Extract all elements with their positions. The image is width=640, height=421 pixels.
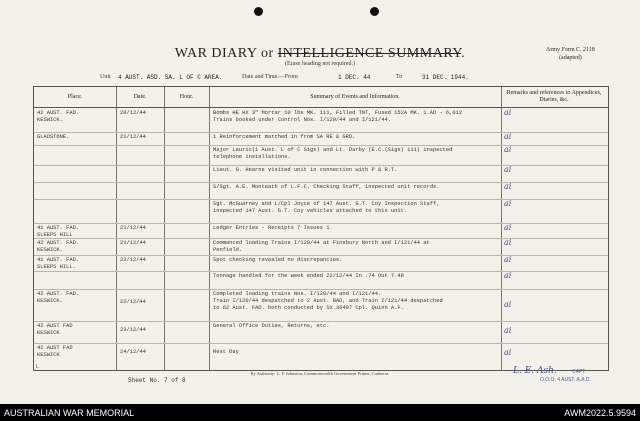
date-to-value: 31 DEC. 1944. xyxy=(422,74,469,81)
remark-initials: ai xyxy=(504,108,512,117)
summary-cell: Lieut. G. Hearne visited unit in connection with P & R.T. xyxy=(213,167,398,173)
date-cell: 21/12/44 xyxy=(120,225,146,231)
place-cell: 42 AUST. FAD. KESWICK. xyxy=(37,240,80,253)
table-row xyxy=(34,321,608,344)
remark-initials: ai xyxy=(504,255,512,264)
form-subtitle: (Erase heading not required.) xyxy=(285,61,355,67)
date-label: Date and Time.—From xyxy=(242,74,298,80)
table-row xyxy=(34,165,608,183)
summary-cell: Commenced loading Trains I/120/44 at Finsbury North and I/121/44 at Penfield. xyxy=(213,240,430,253)
table-row xyxy=(34,238,608,256)
date-cell: 23/12/44 xyxy=(120,327,146,333)
remark-initials: ai xyxy=(504,238,512,247)
date-cell xyxy=(120,271,162,291)
place-cell: 42 AUST FAD KESWICK xyxy=(37,345,73,358)
army-form-label xyxy=(546,46,595,62)
army-form-adapted: (adapted) xyxy=(559,55,582,61)
summary-cell: Ledger Entries - Receipts 7 Issues 1 xyxy=(213,225,330,231)
header-place: Place. xyxy=(67,93,83,100)
place-cell: 42 AUST FAD KESWICK xyxy=(37,323,73,336)
remark-initials: ai xyxy=(504,132,512,141)
date-cell: 22/12/44 xyxy=(120,299,146,305)
summary-cell: Completed loading trains Nos. I/120/44 and I/121/44. Train I/120/44 despatched to 2 Aust. BAD, and Train I/121/44 despatched to 62 Aust. FAD. both conducted by SX.36497 Cpl. Quinn A.F. xyxy=(213,291,443,311)
unit-label: Unit xyxy=(100,74,111,80)
place-cell: 41 AUST. FAD. SLEEPS HILL. xyxy=(37,257,80,270)
table-row xyxy=(34,182,608,200)
table-row xyxy=(34,145,608,166)
remark-initials: ai xyxy=(504,223,512,232)
date-cell: 20/12/44 xyxy=(120,110,146,116)
summary-cell: 1 Reinforcement marched in from SA RE & GRD. xyxy=(213,134,356,140)
to-label: To xyxy=(396,74,403,80)
remark-initials: ai xyxy=(504,271,512,280)
date-cell xyxy=(120,199,162,225)
summary-cell: Major Lauric(1 Aust. L of C Sigs) and Lt. Darby (E.C.(Sigs) 111) inspected telephone installations. xyxy=(213,147,453,160)
table-row xyxy=(34,199,608,224)
printer-credit: By Authority: L. F. Johnston, Commonwealth Government Printer, Canberra. xyxy=(250,371,390,376)
archive-name: AUSTRALIAN WAR MEMORIAL xyxy=(4,408,135,418)
summary-cell: General Office Duties, Returns, etc. xyxy=(213,323,330,329)
place-cell xyxy=(37,145,112,167)
summary-cell: Spot checking revealed no discrepancies. xyxy=(213,257,343,263)
archive-caption-bar xyxy=(0,404,640,421)
summary-cell: Bombs HE HX 3" Mortar 10 lbs MK. 111, Filled TNT, Fused 152A MK. 1.AD - 6,012 Trains booked under Control Nos. I/120/44 and I/121/44. xyxy=(213,110,463,123)
place-cell: 42 AUST. FAD. KESWICK. xyxy=(37,291,80,304)
date-from-value: 1 DEC. 44 xyxy=(338,74,371,81)
date-cell: 24/12/44 xyxy=(120,349,146,355)
remark-initials: ai xyxy=(504,199,512,208)
diary-table xyxy=(33,86,609,371)
form-title xyxy=(0,46,640,62)
table-row xyxy=(34,223,608,239)
remark-initials: ai xyxy=(504,182,512,191)
title-struck: INTELLIGENCE SUMMARY xyxy=(277,46,462,61)
archive-id: AWM2022.5.9594 xyxy=(564,408,636,418)
table-row xyxy=(34,271,608,290)
place-cell xyxy=(37,199,112,225)
date-cell: 21/12/44 xyxy=(120,134,146,140)
officer-signature: L. E. Ash. xyxy=(513,366,557,376)
table-header xyxy=(34,87,608,108)
unit-line xyxy=(100,74,580,84)
rank-label: CAPT. xyxy=(572,369,587,375)
title-prefix: WAR DIARY or xyxy=(174,46,278,61)
date-cell xyxy=(120,145,162,167)
remark-initials: ai xyxy=(504,165,512,174)
header-date: Date. xyxy=(133,93,147,100)
remark-initials: ai xyxy=(504,326,512,335)
unit-value: 4 AUST. ASD. SA. L OF C AREA. xyxy=(118,74,223,81)
sheet-number: Sheet No. 7 of 8 xyxy=(128,377,186,384)
date-cell: 22/12/44 xyxy=(120,257,146,263)
place-cell: 42 AUST. FAD. KESWICK. xyxy=(37,110,80,123)
place-cell xyxy=(37,271,112,291)
table-row xyxy=(34,289,608,322)
header-remarks: Remarks and references to Appendices, Diaries, &c. xyxy=(506,90,602,103)
corner-mark: L xyxy=(36,364,39,370)
summary-cell: Sgt. McGuarney and L/Cpl Joyce of 147 Aust. G.T. Coy Inspection Staff, inspected 147 Aust. G.T. Coy vehicles attached to this unit. xyxy=(213,201,440,214)
summary-cell: Rest Day xyxy=(213,349,239,355)
date-cell: 21/12/44 xyxy=(120,240,146,246)
remark-initials: ai xyxy=(504,300,512,309)
header-summary: Summary of Events and Information. xyxy=(310,93,400,100)
binder-hole xyxy=(254,7,263,16)
summary-cell: S/Sgt. A.E. Monteath of L.F.C. Checking Staff, inspected unit records. xyxy=(213,184,440,190)
header-hour: Hour. xyxy=(179,93,194,100)
place-cell: 41 AUST. FAD. SLEEPS HILL xyxy=(37,225,80,238)
table-row xyxy=(34,108,608,133)
title-suffix: . xyxy=(461,46,466,61)
summary-cell: Tonnage handled for the week ended 22/12/44 In .74 Out 7.48 xyxy=(213,273,404,279)
remark-initials: ai xyxy=(504,348,512,357)
binder-hole xyxy=(370,7,379,16)
table-row xyxy=(34,255,608,272)
remark-initials: ai xyxy=(504,145,512,154)
place-cell: GLADSTONE. xyxy=(37,134,70,140)
table-row xyxy=(34,132,608,146)
unit-stamp: O.O.O. 4 AUST. A.A.D. xyxy=(540,377,591,383)
army-form-number: Army Form C. 2118 xyxy=(546,47,595,53)
